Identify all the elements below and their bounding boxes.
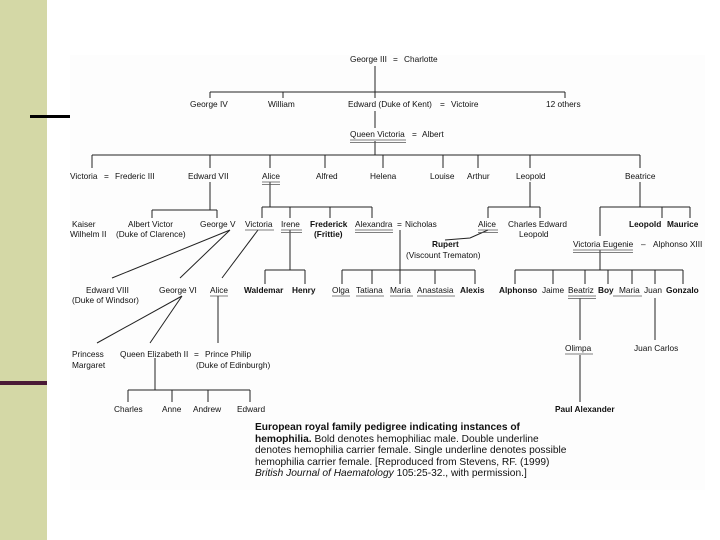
maurice: Maurice [667,219,699,229]
nicholas: Nicholas [405,219,437,229]
queen-elizabeth-ii: Queen Elizabeth II [120,349,189,359]
equals-sign: = [440,99,445,109]
edward-duke-of-kent: Edward (Duke of Kent) [348,99,432,109]
alexandra: Alexandra [355,219,393,229]
caption-tail: 105:25-32., with permission.] [393,468,527,480]
edward-viii: Edward VIII [86,285,129,295]
slide-accent-line [30,115,70,118]
princess-margaret: Princess [72,349,104,359]
prince-philip: Prince Philip [205,349,252,359]
beatrice: Beatrice [625,171,656,181]
anastasia: Anastasia [417,285,454,295]
charles-edward: Charles Edward [508,219,568,229]
edward-vii: Edward VII [188,171,229,181]
viscount-trematon: (Viscount Trematon) [406,250,481,260]
juan-carlos: Juan Carlos [634,343,679,353]
beatriz: Beatriz [568,285,594,295]
alice: Alice [262,171,280,181]
maria-of-spain: Maria [619,285,640,295]
edward: Edward [237,404,266,414]
equals-sign: = [194,349,199,359]
albert: Albert [422,129,444,139]
jaime: Jaime [542,285,565,295]
anne: Anne [162,404,182,414]
frittie: (Frittie) [314,229,343,239]
kaiser-wilhelm-ii: Kaiser [72,219,96,229]
arthur: Arthur [467,171,490,181]
george-vi: George VI [159,285,197,295]
leopold: Leopold [516,171,546,181]
duke-of-clarence: (Duke of Clarence) [116,229,186,239]
boy: Boy [598,285,614,295]
caption-title: European royal family pedigree indicating instances of hemophilia. [255,422,520,445]
slide-sidebar [0,0,47,540]
george-v: George V [200,219,236,229]
alice-of-battenberg: Alice [210,285,228,295]
caption-journal: British Journal of Haematology [255,468,394,480]
waldemar: Waldemar [244,285,284,295]
princess-margaret-line2: Margaret [72,360,106,370]
george-iv: George IV [190,99,228,109]
victoria: Victoria [245,219,273,229]
frederick: Frederick [310,219,348,229]
rupert: Rupert [432,239,459,249]
maria: Maria [390,285,411,295]
alice-leopold-daughter: Alice [478,219,496,229]
george-iii: George III [350,55,387,64]
figure-caption [255,422,575,480]
william: William [268,99,295,109]
paul-alexander: Paul Alexander [555,404,615,414]
equals-sign: = [397,219,402,229]
andrew: Andrew [193,404,222,414]
duke-of-windsor: (Duke of Windsor) [72,295,139,305]
frederic-iii: Frederic III [115,171,155,181]
charles-edward-line2: Leopold [519,229,549,239]
queen-victoria: Queen Victoria [350,129,405,139]
henry: Henry [292,285,316,295]
tatiana: Tatiana [356,285,383,295]
twelve-others: 12 others [546,99,581,109]
albert-victor: Albert Victor [128,219,174,229]
alphonso-xiii: Alphonso XIII [653,239,703,249]
alexis: Alexis [460,285,485,295]
equals-sign: = [104,171,109,181]
kaiser-wilhelm-ii-line2: Wilhelm II [70,229,107,239]
irene: Irene [281,219,300,229]
victoire: Victoire [451,99,479,109]
charles: Charles [114,404,143,414]
equals-sign: = [412,129,417,139]
olga: Olga [332,285,350,295]
dash-sign: – [641,239,646,249]
juan: Juan [644,285,662,295]
pedigree-names [70,55,702,414]
alfred: Alfred [316,171,338,181]
gonzalo: Gonzalo [666,285,699,295]
charlotte: Charlotte [404,55,438,64]
equals-sign: = [393,55,398,64]
caption-body: Bold denotes hemophiliac male. Double underline denotes hemophilia carrier female. Single underline denotes possible hemophilia carrier female. [Reproduced from Stevens, RF. (1999) [255,433,567,468]
princess-victoria: Victoria [70,171,98,181]
louise: Louise [430,171,455,181]
duke-of-edinburgh: (Duke of Edinburgh) [196,360,271,370]
leopold-beatrice-son: Leopold [629,219,662,229]
victoria-eugenie: Victoria Eugenie [573,239,634,249]
alphonso: Alphonso [499,285,538,295]
helena: Helena [370,171,397,181]
olimpa: Olimpa [565,343,592,353]
slide-accent-bar [0,381,47,385]
pedigree-chart [70,55,705,420]
